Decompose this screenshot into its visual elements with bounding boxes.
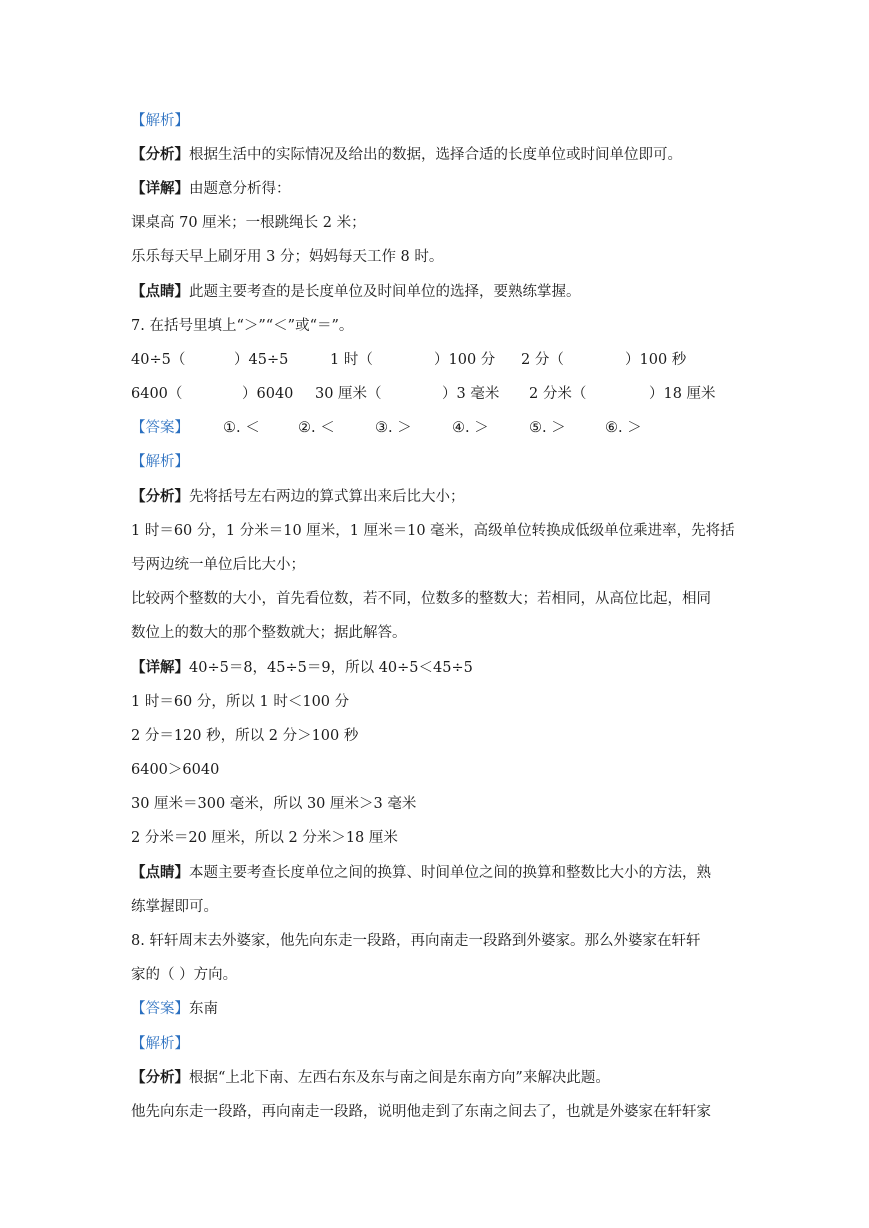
q7-xiangjie — [131, 658, 741, 678]
q7-item-6-right: ）18 厘米 — [649, 386, 716, 402]
dianjing-tag: 【点睛】 — [131, 864, 189, 881]
dianjing-tag: 【点睛】 — [131, 283, 189, 300]
q7-item-3-right: ）100 秒 — [625, 352, 687, 368]
q7-item-4-left: 6400（ — [131, 386, 183, 402]
fenxi-text: 根据生活中的实际情况及给出的数据，选择合适的长度单位或时间单位即可。 — [189, 147, 682, 163]
q7-answer-2: ②. ＜ — [298, 420, 335, 436]
q7-fenxi-line-2: 1 时＝60 分，1 分米＝10 厘米，1 厘米＝10 毫米，高级单位转换成低级单位乘进率，先将括 — [131, 523, 735, 539]
q8-stem-line-1: 8. 轩轩周末去外婆家，他先向东走一段路，再向南走一段路到外婆家。那么外婆家在轩轩 — [131, 933, 701, 949]
q7-xiangjie-line-3: 2 分＝120 秒，所以 2 分＞100 秒 — [131, 728, 359, 744]
q7-answer-3: ③. ＞ — [375, 420, 412, 436]
answer-tag: 【答案】 — [131, 1001, 189, 1017]
fenxi-tag: 【分析】 — [131, 146, 189, 163]
q6-fenxi — [131, 145, 741, 165]
q7-item-5-right: ）3 毫米 — [442, 386, 500, 402]
answer-tag: 【答案】 — [131, 420, 189, 436]
q7-dianjing — [131, 863, 741, 883]
q7-answer-4: ④. ＞ — [452, 420, 489, 436]
q7-answer-5: ⑤. ＞ — [529, 420, 566, 436]
q7-fenxi-line-5: 数位上的数大的那个整数就大；据此解答。 — [131, 625, 407, 641]
fenxi-tag: 【分析】 — [131, 488, 189, 505]
dianjing-text: 此题主要考查的是长度单位及时间单位的选择，要熟练掌握。 — [189, 284, 581, 300]
fenxi-text: 先将括号左右两边的算式算出来后比大小； — [189, 489, 465, 505]
q6-line-2: 乐乐每天早上刷牙用 3 分；妈妈每天工作 8 时。 — [131, 249, 444, 265]
q7-item-2-left: 1 时（ — [330, 352, 373, 368]
jiexi-tag: 【解析】 — [131, 1036, 189, 1052]
q7-dianjing-line-2: 练掌握即可。 — [131, 899, 218, 915]
q7-xiangjie-line-5: 30 厘米＝300 毫米，所以 30 厘米＞3 毫米 — [131, 796, 417, 812]
xiangjie-tag: 【详解】 — [131, 659, 189, 676]
xiangjie-text: 40÷5＝8，45÷5＝9，所以 40÷5＜45÷5 — [189, 660, 473, 676]
q7-answer-6: ⑥. ＞ — [605, 420, 642, 436]
fenxi-tag: 【分析】 — [131, 1069, 189, 1086]
answer-text: 东南 — [189, 1001, 218, 1017]
q8-answer — [131, 999, 741, 1019]
q7-row-1 — [131, 350, 741, 370]
q6-line-1: 课桌高 70 厘米；一根跳绳长 2 米； — [131, 215, 366, 231]
jiexi-tag: 【解析】 — [131, 454, 189, 470]
q7-jiexi-heading — [131, 452, 741, 472]
jiexi-tag: 【解析】 — [131, 113, 189, 129]
q7-fenxi-line-3: 号两边统一单位后比大小； — [131, 557, 305, 573]
q7-answer-1: ①. ＜ — [223, 420, 260, 436]
q8-fenxi — [131, 1068, 741, 1088]
q7-answer — [131, 418, 741, 438]
q8-jiexi-heading — [131, 1034, 741, 1054]
q7-fenxi-line-4: 比较两个整数的大小，首先看位数，若不同，位数多的整数大；若相同，从高位比起，相同 — [131, 591, 711, 607]
q7-item-3-left: 2 分（ — [521, 352, 564, 368]
dianjing-text: 本题主要考查长度单位之间的换算、时间单位之间的换算和整数比大小的方法，熟 — [189, 865, 711, 881]
q6-jiexi-heading — [131, 111, 741, 131]
q7-item-2-right: ）100 分 — [434, 352, 496, 368]
q7-item-1-right: ）45÷5 — [234, 352, 289, 368]
q7-xiangjie-line-4: 6400＞6040 — [131, 762, 220, 778]
q7-fenxi — [131, 487, 741, 507]
q8-stem-line-2: 家的（ ）方向。 — [131, 967, 238, 983]
q6-dianjing — [131, 282, 741, 302]
q7-item-5-left: 30 厘米（ — [315, 386, 382, 402]
fenxi-text: 根据“上北下南、左西右东及东与南之间是东南方向”来解决此题。 — [189, 1070, 610, 1086]
q7-item-4-right: ）6040 — [242, 386, 294, 402]
xiangjie-tag: 【详解】 — [131, 180, 189, 197]
xiangjie-text: 由题意分析得： — [189, 181, 291, 197]
q8-explain-line: 他先向东走一段路，再向南走一段路，说明他走到了东南之间去了，也就是外婆家在轩轩家 — [131, 1104, 711, 1120]
q7-xiangjie-line-6: 2 分米＝20 厘米，所以 2 分米＞18 厘米 — [131, 830, 398, 846]
q7-item-1-left: 40÷5（ — [131, 352, 186, 368]
q6-xiangjie — [131, 179, 741, 199]
q7-row-2 — [131, 384, 741, 404]
q7-stem: 7. 在括号里填上“＞”“＜”或“＝”。 — [131, 318, 354, 334]
q7-item-6-left: 2 分米（ — [529, 386, 587, 402]
q7-xiangjie-line-2: 1 时＝60 分，所以 1 时＜100 分 — [131, 694, 350, 710]
